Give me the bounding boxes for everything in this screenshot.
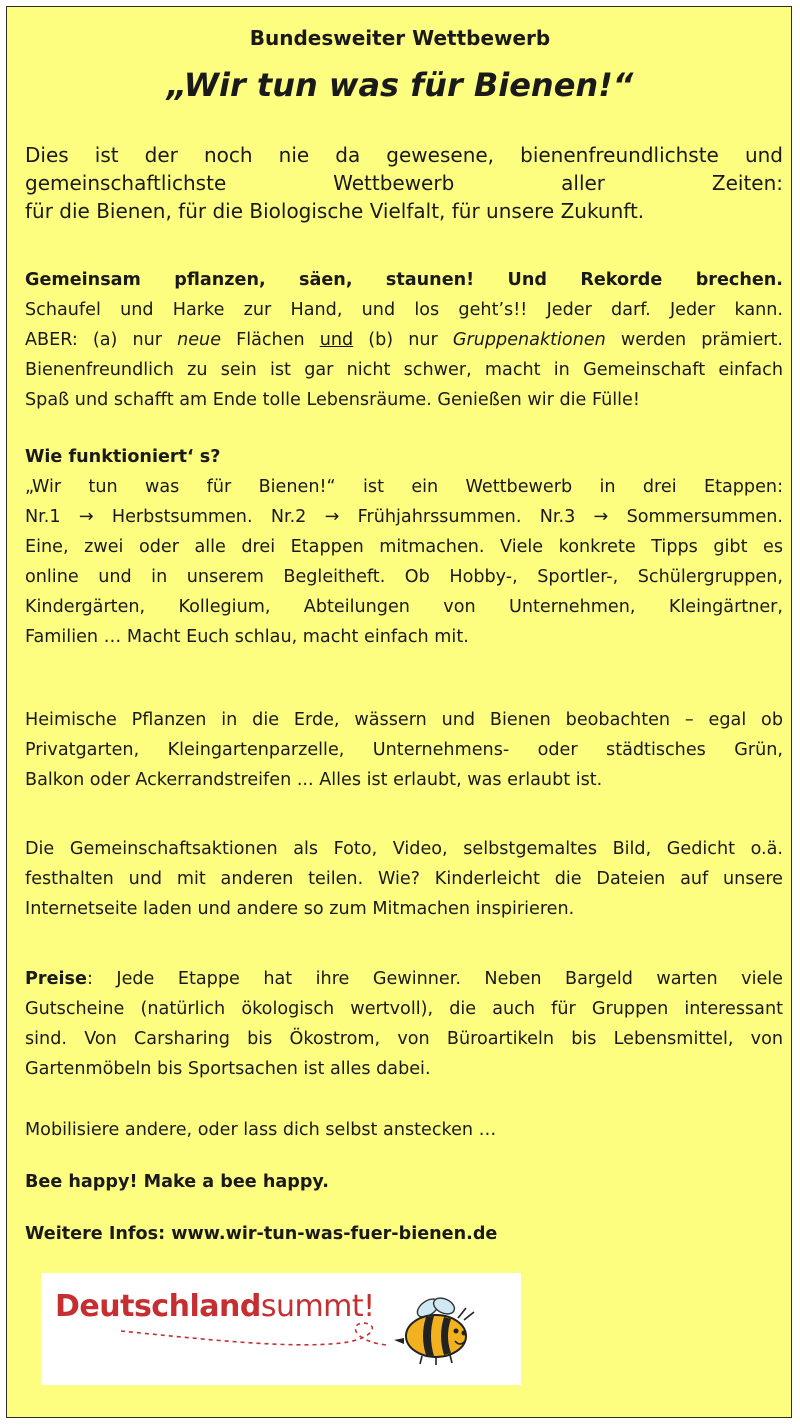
paragraph-line: sind. Von Carsharing bis Ökostrom, von Büroartikeln bis Lebensmittel, von: [25, 1029, 783, 1049]
paragraph-line: „Wir tun was für Bienen!“ ist ein Wettbewerb in drei Etappen:: [25, 477, 783, 497]
paragraph-line: Gartenmöbeln bis Sportsachen ist alles dabei.: [25, 1059, 431, 1079]
intro-line: Dies ist der noch nie da gewesene, bienenfreundlichste und: [25, 143, 783, 167]
paragraph-line: festhalten und mit anderen teilen. Wie? Kinderleicht die Dateien auf unsere: [25, 869, 783, 889]
paragraph-funktionsweise: [25, 442, 783, 652]
paragraph-heading: Gemeinsam pflanzen, säen, staunen! Und Rekorde brechen.: [25, 270, 783, 290]
slogan: Bee happy! Make a bee happy.: [25, 1172, 329, 1192]
paragraph-line: Heimische Pflanzen in die Erde, wässern und Bienen beobachten – egal ob: [25, 710, 783, 730]
paragraph-line: Balkon oder Ackerrandstreifen ... Alles ist erlaubt, was erlaubt ist.: [25, 770, 603, 790]
paragraph-line: Nr.1 → Herbstsummen. Nr.2 → Frühjahrssummen. Nr.3 → Sommersummen.: [25, 507, 783, 527]
paragraph-line: Familien … Macht Euch schlau, macht einfach mit.: [25, 627, 469, 647]
intro-paragraph: [25, 141, 783, 225]
paragraph-line: Eine, zwei oder alle drei Etappen mitmachen. Viele konkrete Tipps gibt es: [25, 537, 783, 557]
header-title: „Wir tun was für Bienen!“: [166, 66, 634, 104]
deutschland-summt-logo: [41, 1273, 521, 1385]
paragraph-line: Spaß und schafft am Ende tolle Lebensräume. Genießen wir die Fülle!: [25, 390, 640, 410]
flyer: [6, 6, 792, 1418]
more-info: Weitere Infos: www.wir-tun-was-fuer-bienen.de: [25, 1224, 498, 1244]
paragraph-line: online und in unserem Begleitheft. Ob Hobby-, Sportler-, Schülergruppen,: [25, 567, 783, 587]
paragraph-line: Die Gemeinschaftsaktionen als Foto, Video, selbstgemaltes Bild, Gedicht o.ä.: [25, 839, 783, 859]
paragraph-line: Internetseite laden und andere so zum Mitmachen inspirieren.: [25, 899, 575, 919]
mobilize-text: Mobilisiere andere, oder lass dich selbst anstecken …: [25, 1120, 497, 1140]
intro-line: gemeinschaftlichste Wettbewerb aller Zeiten:: [25, 171, 783, 195]
paragraph-pflanzen: [25, 705, 783, 795]
paragraph-line: Gutscheine (natürlich ökologisch wertvoll), die auch für Gruppen interessant: [25, 999, 783, 1019]
bee-icon: [41, 1273, 521, 1385]
paragraph-line: Preise: Jede Etappe hat ihre Gewinner. Neben Bargeld warten viele: [25, 969, 783, 989]
paragraph-line: Schaufel und Harke zur Hand, und los geht’s!! Jeder darf. Jeder kann.: [25, 300, 783, 320]
paragraph-line: Privatgarten, Kleingartenparzelle, Unternehmens- oder städtisches Grün,: [25, 740, 783, 760]
paragraph-heading: Wie funktioniert‘ s?: [25, 447, 221, 467]
paragraph-mitmachen: [25, 265, 783, 415]
header-subtitle: Bundesweiter Wettbewerb: [249, 26, 551, 50]
paragraph-line: Bienenfreundlich zu sein ist gar nicht schwer, macht in Gemeinschaft einfach: [25, 360, 783, 380]
paragraph-preise: [25, 964, 783, 1084]
paragraph-line: ABER: (a) nur neue Flächen und (b) nur Gruppenaktionen werden prämiert.: [25, 330, 783, 350]
paragraph-teilen: [25, 834, 783, 924]
paragraph-line: Kindergärten, Kollegium, Abteilungen von Unternehmen, Kleingärtner,: [25, 597, 783, 617]
logo-wordmark: Deutschlandsummt!: [55, 1289, 375, 1324]
intro-line: für die Bienen, für die Biologische Vielfalt, für unsere Zukunft.: [25, 199, 645, 223]
